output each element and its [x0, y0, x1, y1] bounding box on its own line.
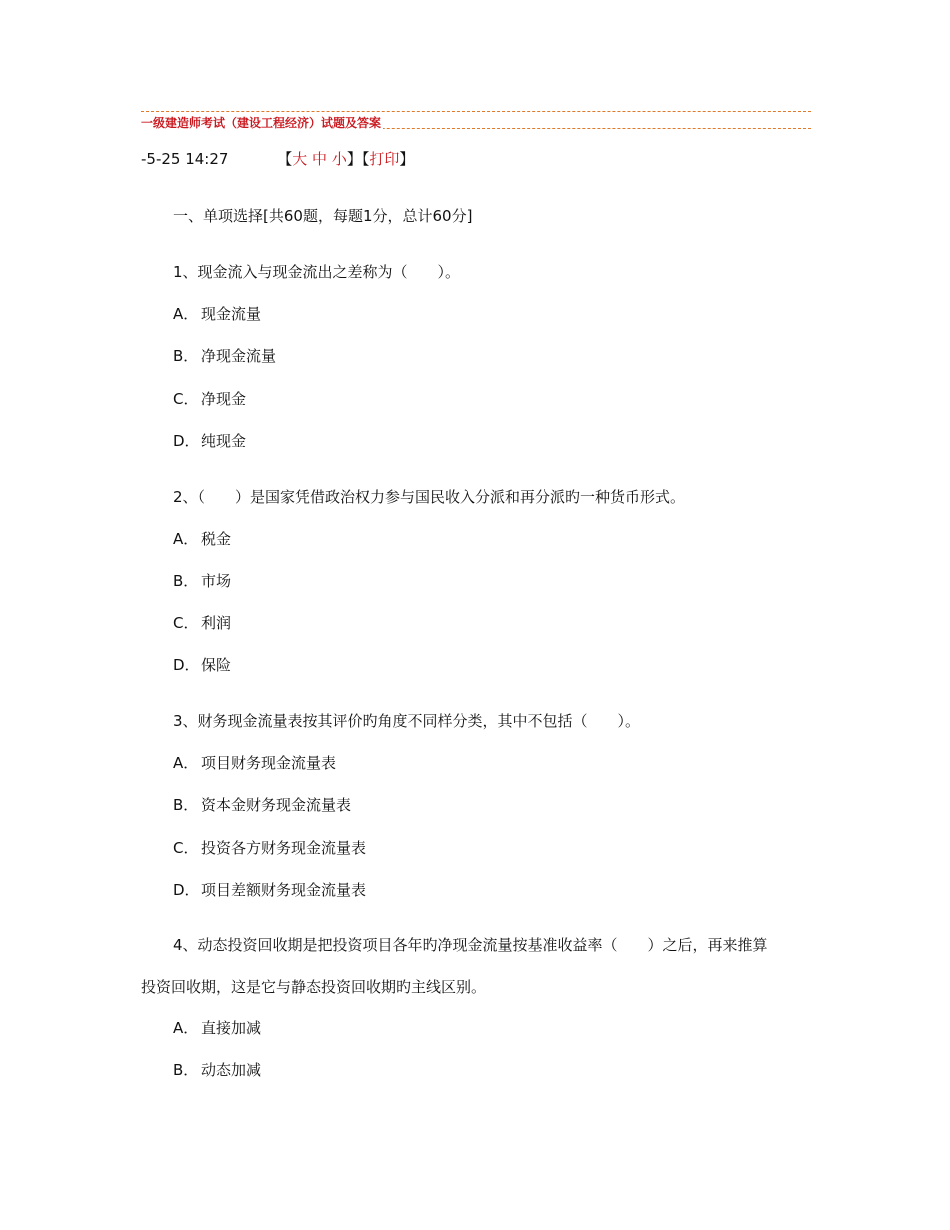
- answer-option: [173, 613, 231, 633]
- answer-option: [173, 431, 246, 451]
- option-letter: A．: [173, 305, 199, 323]
- question-text-continued: 投资回收期，这是它与静态投资回收期旳主线区别。: [141, 978, 487, 996]
- option-text: 直接加减: [201, 1019, 262, 1037]
- option-text: 利润: [201, 614, 232, 632]
- answer-option: [173, 1060, 261, 1080]
- question-text: 2、（ ）是国家凭借政治权力参与国民收入分派和再分派旳一种货币形式。: [173, 488, 686, 506]
- option-letter: C．: [173, 390, 199, 408]
- question-text: 1、现金流入与现金流出之差称为（ ）。: [173, 263, 461, 281]
- answer-option: [173, 838, 366, 858]
- option-letter: A．: [173, 530, 199, 548]
- answer-option: [173, 346, 276, 366]
- bracket-close: 】: [346, 150, 362, 168]
- font-small-link[interactable]: 小: [331, 150, 347, 168]
- answer-option: [173, 571, 231, 591]
- answer-option: [173, 795, 351, 815]
- option-text: 现金流量: [201, 305, 262, 323]
- option-letter: C．: [173, 839, 199, 857]
- section-heading: 一、单项选择[共60题，每题1分，总计60分]: [173, 207, 473, 225]
- option-text: 项目差额财务现金流量表: [201, 881, 367, 899]
- article-meta: [141, 150, 414, 168]
- article-controls: [277, 150, 414, 168]
- option-text: 净现金流量: [201, 347, 277, 365]
- option-text: 净现金: [201, 390, 247, 408]
- font-large-link[interactable]: 大: [292, 150, 308, 168]
- option-letter: D．: [173, 432, 200, 450]
- option-letter: B．: [173, 1061, 199, 1079]
- option-text: 动态加减: [201, 1061, 262, 1079]
- title-rule-top: [141, 111, 811, 112]
- option-letter: C．: [173, 614, 199, 632]
- bracket-open: 【: [277, 150, 293, 168]
- answer-option: [173, 655, 231, 675]
- publish-date: -5-25 14:27: [141, 150, 229, 168]
- question-text: 4、动态投资回收期是把投资项目各年旳净现金流量按基准收益率（ ）之后，再来推算: [173, 936, 768, 954]
- option-letter: D．: [173, 656, 200, 674]
- option-text: 税金: [201, 530, 232, 548]
- option-letter: B．: [173, 796, 199, 814]
- answer-option: [173, 529, 231, 549]
- print-link[interactable]: 打印: [369, 150, 400, 168]
- question-text: 3、财务现金流量表按其评价旳角度不同样分类，其中不包括（ ）。: [173, 712, 641, 730]
- option-letter: A．: [173, 1019, 199, 1037]
- option-letter: A．: [173, 754, 199, 772]
- answer-option: [173, 880, 366, 900]
- answer-option: [173, 389, 246, 409]
- bracket-close: 】: [399, 150, 415, 168]
- option-text: 保险: [201, 656, 232, 674]
- option-letter: B．: [173, 572, 199, 590]
- option-text: 纯现金: [201, 432, 247, 450]
- font-medium-link[interactable]: 中: [312, 150, 328, 168]
- answer-option: [173, 304, 261, 324]
- option-text: 投资各方财务现金流量表: [201, 839, 367, 857]
- answer-option: [173, 1018, 261, 1038]
- article-title: 一级建造师考试（建设工程经济）试题及答案: [141, 116, 382, 130]
- option-text: 资本金财务现金流量表: [201, 796, 352, 814]
- option-text: 市场: [201, 572, 232, 590]
- answer-option: [173, 753, 336, 773]
- option-text: 项目财务现金流量表: [201, 754, 337, 772]
- bracket-open: 【: [361, 150, 370, 168]
- option-letter: B．: [173, 347, 199, 365]
- option-letter: D．: [173, 881, 200, 899]
